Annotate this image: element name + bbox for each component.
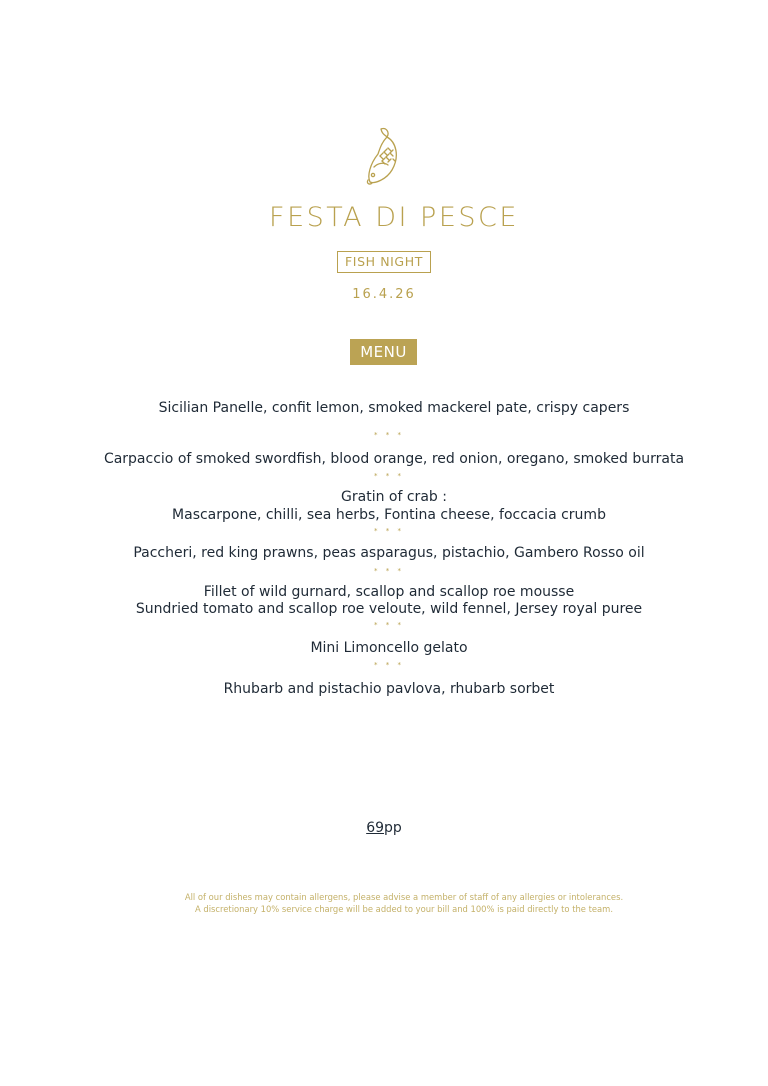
course-6: Mini Limoncello gelato <box>310 640 468 656</box>
fish-icon <box>364 126 404 186</box>
page-title: FESTA DI PESCE <box>269 202 519 233</box>
menu-heading: MENU <box>350 339 417 365</box>
course-separator: * * * <box>374 431 404 439</box>
course-5-heading: Fillet of wild gurnard, scallop and scallop roe mousse <box>203 584 575 600</box>
event-date: 16.4.26 <box>352 287 416 302</box>
course-separator: * * * <box>374 567 404 575</box>
course-2: Carpaccio of smoked swordfish, blood orange, red onion, oregano, smoked burrata <box>103 451 685 467</box>
course-separator: * * * <box>374 661 404 669</box>
course-3-detail: Mascarpone, chilli, sea herbs, Fontina cheese, foccacia crumb <box>172 507 606 523</box>
course-1: Sicilian Panelle, confit lemon, smoked mackerel pate, crispy capers <box>158 400 630 416</box>
allergen-notice: All of our dishes may contain allergens, please advise a member of staff of any allergies or intolerances. <box>184 892 624 902</box>
course-separator: * * * <box>374 527 404 535</box>
course-separator: * * * <box>374 472 404 480</box>
course-7: Rhubarb and pistachio pavlova, rhubarb sorbet <box>223 681 555 697</box>
course-3-heading: Gratin of crab : <box>341 489 447 505</box>
price <box>0 820 768 836</box>
event-subtitle: FISH NIGHT <box>337 251 431 273</box>
price-amount: 69 <box>366 820 385 836</box>
course-separator: * * * <box>374 621 404 629</box>
price-unit: pp <box>384 820 402 836</box>
course-5-detail: Sundried tomato and scallop roe veloute, wild fennel, Jersey royal puree <box>135 601 643 617</box>
service-charge-notice: A discretionary 10% service charge will be added to your bill and 100% is paid directly to the team. <box>195 904 613 914</box>
course-4: Paccheri, red king prawns, peas asparagus, pistachio, Gambero Rosso oil <box>133 545 645 561</box>
